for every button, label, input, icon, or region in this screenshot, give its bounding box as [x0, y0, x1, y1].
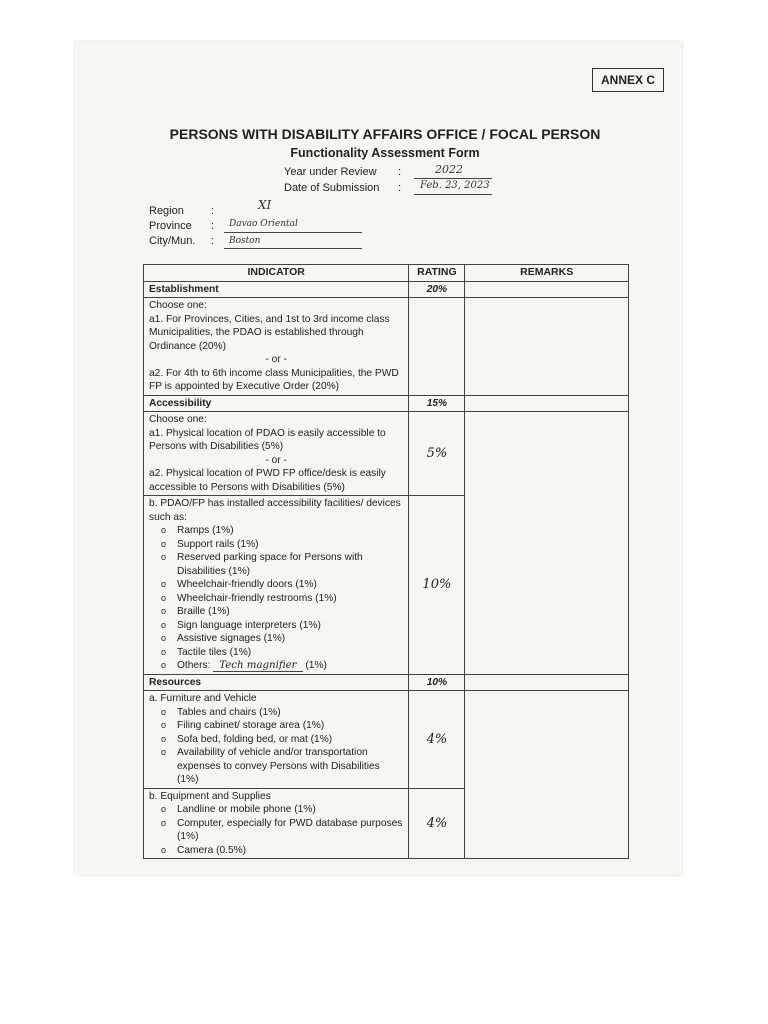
accessibility-a2: a2. Physical location of PWD FP office/desk is easily accessible to Persons with Disabilities (5%) — [149, 468, 386, 493]
choose-one-label: Choose one: — [149, 414, 207, 425]
year-label: Year under Review — [284, 166, 377, 178]
accessibility-remarks — [465, 412, 629, 675]
establishment-title: Establishment — [144, 281, 409, 298]
establishment-a1: a1. For Provinces, Cities, and 1st to 3rd income class Municipalities, the PDAO is established through Ordinance (20%) — [149, 313, 390, 352]
or-separator: - or - — [265, 454, 287, 466]
list-item: o Wheelchair-friendly restrooms (1%) — [157, 592, 403, 606]
list-item: o Computer, especially for PWD database purposes (1%) — [157, 817, 403, 844]
choose-one-label: Choose one: — [149, 300, 207, 311]
accessibility-section-row — [144, 395, 629, 412]
remarks-header: REMARKS — [465, 265, 629, 282]
province-underline — [224, 232, 362, 233]
region-value: XI — [258, 198, 272, 212]
region-label: Region — [149, 205, 184, 217]
others-label: Others: — [177, 660, 211, 671]
date-value: Feb. 23, 2023 — [420, 180, 490, 191]
city-colon: : — [211, 235, 215, 247]
accessibility-title: Accessibility — [144, 395, 409, 412]
resources-a-rating: 4% — [409, 691, 465, 789]
list-item: o Landline or mobile phone (1%) — [157, 803, 403, 817]
form-title: PERSONS WITH DISABILITY AFFAIRS OFFICE / FOCAL PERSON — [169, 126, 601, 142]
date-label: Date of Submission — [284, 182, 380, 194]
list-item: o Wheelchair-friendly doors (1%) — [157, 578, 403, 592]
resources-b-rating: 4% — [409, 788, 465, 859]
list-item: o Braille (1%) — [157, 605, 403, 619]
establishment-remarks-head — [465, 281, 629, 298]
accessibility-remarks-head — [465, 395, 629, 412]
accessibility-a-rating: 5% — [409, 412, 465, 496]
others-item — [157, 659, 403, 673]
list-item: o Sign language interpreters (1%) — [157, 619, 403, 633]
year-value: 2022 — [435, 163, 463, 176]
resources-remarks-head — [465, 674, 629, 691]
accessibility-weight: 15% — [409, 395, 465, 412]
list-item: o Tables and chairs (1%) — [157, 706, 403, 720]
list-item: o Camera (0.5%) — [157, 844, 403, 858]
date-colon: : — [398, 182, 402, 194]
establishment-remarks — [465, 298, 629, 396]
region-colon: : — [211, 205, 215, 217]
date-underline — [414, 194, 492, 195]
resources-a-row — [144, 691, 629, 789]
accessibility-a1: a1. Physical location of PDAO is easily accessible to Persons with Disabilities (5%) — [149, 427, 386, 452]
list-item: o Sofa bed, folding bed, or mat (1%) — [157, 733, 403, 747]
others-value: Tech magnifier — [213, 660, 302, 672]
resources-b-criteria — [144, 788, 409, 859]
list-item: o Filing cabinet/ storage area (1%) — [157, 719, 403, 733]
year-colon: : — [398, 166, 402, 178]
province-value: Davao Oriental — [229, 219, 298, 229]
or-separator: - or - — [265, 354, 287, 365]
list-item: o Ramps (1%) — [157, 524, 403, 538]
city-value: Boston — [229, 236, 261, 246]
establishment-a2: a2. For 4th to 6th income class Municipalities, the PWD FP is appointed by Executive Order (20%) — [149, 367, 399, 392]
establishment-section-row — [144, 281, 629, 298]
annex-label: ANNEX C — [592, 68, 664, 92]
resources-weight: 10% — [409, 674, 465, 691]
resources-title: Resources — [144, 674, 409, 691]
resources-b-title: b. Equipment and Supplies — [149, 790, 271, 802]
accessibility-a-row — [144, 412, 629, 496]
list-item: o Assistive signages (1%) — [157, 632, 403, 646]
resources-a-criteria — [144, 691, 409, 789]
resources-a-list — [149, 706, 403, 787]
rating-header: RATING — [409, 265, 465, 282]
city-label: City/Mun. — [149, 235, 196, 247]
list-item: o Availability of vehicle and/or transportation expenses to convey Persons with Disabilities (1%) — [157, 746, 403, 787]
accessibility-b-criteria — [144, 496, 409, 675]
establishment-weight: 20% — [409, 281, 465, 298]
accessibility-b-rating: 10% — [409, 496, 465, 675]
resources-section-row — [144, 674, 629, 691]
accessibility-a-criteria — [144, 412, 409, 496]
list-item: o Tactile tiles (1%) — [157, 646, 403, 660]
list-item: o Support rails (1%) — [157, 538, 403, 552]
accessibility-b-list — [149, 524, 403, 673]
others-percent: (1%) — [305, 660, 327, 671]
resources-remarks — [465, 691, 629, 859]
assessment-table — [143, 264, 629, 859]
province-label: Province — [149, 220, 192, 232]
resources-b-list — [149, 803, 403, 857]
province-colon: : — [211, 220, 215, 232]
indicator-header: INDICATOR — [144, 265, 409, 282]
city-underline — [224, 248, 362, 249]
establishment-rating — [409, 298, 465, 396]
establishment-criteria — [144, 298, 409, 396]
form-subtitle: Functionality Assessment Form — [290, 146, 480, 160]
resources-a-title: a. Furniture and Vehicle — [149, 693, 257, 704]
accessibility-b-title: b. PDAO/FP has installed accessibility facilities/ devices such as: — [149, 498, 401, 523]
year-underline — [414, 178, 492, 179]
list-item: o Reserved parking space for Persons with Disabilities (1%) — [157, 551, 403, 578]
table-header-row — [144, 265, 629, 282]
establishment-criteria-row — [144, 298, 629, 396]
